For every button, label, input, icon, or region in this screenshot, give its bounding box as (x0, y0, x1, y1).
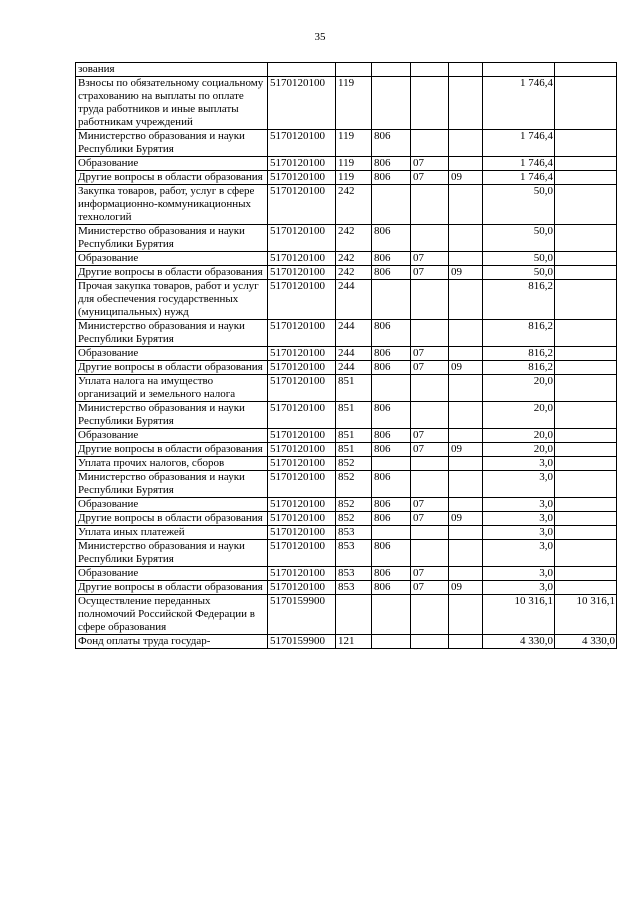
row-name-cell: Другие вопросы в области образования (76, 361, 268, 375)
row-section-cell: 07 (411, 512, 449, 526)
row-code-cell: 5170120100 (268, 361, 336, 375)
row-expense-type-cell: 851 (336, 443, 372, 457)
row-amount-cell: 3,0 (483, 512, 555, 526)
row-name-cell: Образование (76, 157, 268, 171)
row-name-cell: Министерство образования и науки Республики Бурятия (76, 225, 268, 252)
row-section-cell (411, 280, 449, 320)
row-amount-federal-cell (555, 526, 617, 540)
row-section-cell (411, 63, 449, 77)
row-department-cell: 806 (372, 171, 411, 185)
row-name-cell: Уплата налога на имущество организаций и земельного налога (76, 375, 268, 402)
row-subsection-cell (449, 402, 483, 429)
row-subsection-cell (449, 320, 483, 347)
row-department-cell: 806 (372, 320, 411, 347)
row-code-cell: 5170120100 (268, 512, 336, 526)
row-expense-type-cell: 851 (336, 375, 372, 402)
table-row (76, 347, 617, 361)
row-amount-cell: 816,2 (483, 280, 555, 320)
row-code-cell: 5170120100 (268, 320, 336, 347)
row-amount-cell: 20,0 (483, 402, 555, 429)
row-section-cell (411, 471, 449, 498)
row-name-cell: Образование (76, 498, 268, 512)
row-department-cell (372, 280, 411, 320)
table-row (76, 457, 617, 471)
row-section-cell (411, 402, 449, 429)
row-expense-type-cell (336, 63, 372, 77)
row-expense-type-cell: 119 (336, 130, 372, 157)
row-amount-cell: 3,0 (483, 540, 555, 567)
row-name-cell: Другие вопросы в области образования (76, 512, 268, 526)
row-code-cell: 5170120100 (268, 266, 336, 280)
row-subsection-cell (449, 77, 483, 130)
row-amount-cell: 1 746,4 (483, 130, 555, 157)
row-subsection-cell (449, 635, 483, 649)
row-amount-federal-cell (555, 63, 617, 77)
row-department-cell: 806 (372, 540, 411, 567)
row-section-cell: 07 (411, 567, 449, 581)
row-amount-cell: 1 746,4 (483, 77, 555, 130)
row-expense-type-cell: 853 (336, 581, 372, 595)
row-section-cell (411, 225, 449, 252)
row-name-cell: Уплата прочих налогов, сборов (76, 457, 268, 471)
table-row (76, 402, 617, 429)
row-name-cell: зования (76, 63, 268, 77)
row-department-cell (372, 375, 411, 402)
row-amount-cell: 50,0 (483, 185, 555, 225)
table-row (76, 320, 617, 347)
budget-table-body (76, 63, 617, 649)
row-name-cell: Министерство образования и науки Республики Бурятия (76, 540, 268, 567)
row-name-cell: Фонд оплаты труда государ- (76, 635, 268, 649)
row-amount-cell: 3,0 (483, 498, 555, 512)
row-subsection-cell (449, 540, 483, 567)
table-row (76, 443, 617, 457)
row-code-cell: 5170120100 (268, 402, 336, 429)
row-department-cell: 806 (372, 567, 411, 581)
row-name-cell: Другие вопросы в области образования (76, 581, 268, 595)
row-amount-federal-cell (555, 443, 617, 457)
row-department-cell: 806 (372, 471, 411, 498)
row-subsection-cell (449, 375, 483, 402)
row-name-cell: Взносы по обязательному социальному страхованию на выплаты по оплате труда работников и иные выплаты работникам учреждений (76, 77, 268, 130)
row-code-cell: 5170120100 (268, 280, 336, 320)
row-amount-cell: 10 316,1 (483, 595, 555, 635)
row-amount-federal-cell: 10 316,1 (555, 595, 617, 635)
table-row (76, 361, 617, 375)
row-expense-type-cell: 851 (336, 429, 372, 443)
row-code-cell: 5170120100 (268, 347, 336, 361)
row-expense-type-cell: 119 (336, 77, 372, 130)
row-subsection-cell (449, 185, 483, 225)
row-section-cell: 07 (411, 429, 449, 443)
row-name-cell: Образование (76, 429, 268, 443)
row-amount-federal-cell (555, 225, 617, 252)
row-amount-cell: 816,2 (483, 320, 555, 347)
row-name-cell: Другие вопросы в области образования (76, 266, 268, 280)
row-code-cell: 5170120100 (268, 185, 336, 225)
row-expense-type-cell: 853 (336, 567, 372, 581)
row-section-cell: 07 (411, 443, 449, 457)
row-code-cell: 5170120100 (268, 498, 336, 512)
row-amount-federal-cell (555, 320, 617, 347)
row-department-cell: 806 (372, 443, 411, 457)
row-expense-type-cell: 242 (336, 185, 372, 225)
row-subsection-cell (449, 347, 483, 361)
row-subsection-cell (449, 63, 483, 77)
row-subsection-cell: 09 (449, 581, 483, 595)
row-department-cell: 806 (372, 581, 411, 595)
row-amount-federal-cell (555, 347, 617, 361)
row-section-cell (411, 185, 449, 225)
page-number: 35 (314, 31, 326, 43)
table-row (76, 375, 617, 402)
row-subsection-cell (449, 457, 483, 471)
row-name-cell: Министерство образования и науки Республики Бурятия (76, 130, 268, 157)
row-expense-type-cell: 244 (336, 280, 372, 320)
row-department-cell: 806 (372, 130, 411, 157)
row-section-cell: 07 (411, 252, 449, 266)
row-subsection-cell: 09 (449, 361, 483, 375)
row-name-cell: Министерство образования и науки Республики Бурятия (76, 320, 268, 347)
table-row (76, 595, 617, 635)
row-name-cell: Другие вопросы в области образования (76, 171, 268, 185)
row-amount-federal-cell (555, 429, 617, 443)
row-amount-federal-cell (555, 171, 617, 185)
row-amount-federal-cell (555, 130, 617, 157)
row-section-cell (411, 595, 449, 635)
row-expense-type-cell: 852 (336, 457, 372, 471)
row-expense-type-cell: 851 (336, 402, 372, 429)
row-amount-cell: 50,0 (483, 225, 555, 252)
row-department-cell (372, 457, 411, 471)
row-subsection-cell (449, 157, 483, 171)
row-code-cell: 5170120100 (268, 130, 336, 157)
row-code-cell: 5170120100 (268, 171, 336, 185)
row-department-cell: 806 (372, 498, 411, 512)
row-subsection-cell (449, 130, 483, 157)
row-amount-federal-cell: 4 330,0 (555, 635, 617, 649)
row-name-cell: Образование (76, 567, 268, 581)
row-section-cell: 07 (411, 171, 449, 185)
row-amount-federal-cell (555, 471, 617, 498)
row-department-cell (372, 526, 411, 540)
table-row (76, 567, 617, 581)
row-expense-type-cell: 242 (336, 225, 372, 252)
row-amount-cell (483, 63, 555, 77)
row-expense-type-cell: 242 (336, 266, 372, 280)
row-name-cell: Другие вопросы в области образования (76, 443, 268, 457)
row-code-cell: 5170120100 (268, 471, 336, 498)
row-subsection-cell (449, 567, 483, 581)
row-department-cell (372, 63, 411, 77)
row-amount-federal-cell (555, 498, 617, 512)
row-code-cell: 5170120100 (268, 581, 336, 595)
row-expense-type-cell: 852 (336, 471, 372, 498)
row-amount-federal-cell (555, 266, 617, 280)
row-expense-type-cell: 242 (336, 252, 372, 266)
row-expense-type-cell: 853 (336, 540, 372, 567)
row-amount-cell: 3,0 (483, 526, 555, 540)
row-name-cell: Осуществление переданных полномочий Российской Федерации в сфере образования (76, 595, 268, 635)
row-amount-cell: 3,0 (483, 471, 555, 498)
row-department-cell: 806 (372, 347, 411, 361)
row-name-cell: Уплата иных платежей (76, 526, 268, 540)
row-code-cell: 5170120100 (268, 375, 336, 402)
table-row (76, 225, 617, 252)
row-amount-cell: 3,0 (483, 457, 555, 471)
row-code-cell: 5170120100 (268, 457, 336, 471)
row-department-cell: 806 (372, 252, 411, 266)
row-expense-type-cell: 244 (336, 320, 372, 347)
row-expense-type-cell (336, 595, 372, 635)
row-amount-federal-cell (555, 77, 617, 130)
row-section-cell (411, 320, 449, 347)
row-amount-cell: 20,0 (483, 375, 555, 402)
row-code-cell: 5170120100 (268, 526, 336, 540)
row-amount-cell: 816,2 (483, 361, 555, 375)
row-code-cell: 5170159900 (268, 635, 336, 649)
row-subsection-cell (449, 429, 483, 443)
row-section-cell: 07 (411, 498, 449, 512)
row-name-cell: Закупка товаров, работ, услуг в сфере информационно-коммуникационных технологий (76, 185, 268, 225)
row-amount-cell: 1 746,4 (483, 157, 555, 171)
row-amount-federal-cell (555, 512, 617, 526)
row-name-cell: Образование (76, 347, 268, 361)
table-row (76, 635, 617, 649)
row-subsection-cell: 09 (449, 266, 483, 280)
row-code-cell (268, 63, 336, 77)
row-department-cell (372, 77, 411, 130)
row-amount-cell: 50,0 (483, 266, 555, 280)
row-section-cell (411, 635, 449, 649)
row-section-cell (411, 457, 449, 471)
row-subsection-cell (449, 471, 483, 498)
row-amount-federal-cell (555, 581, 617, 595)
row-amount-federal-cell (555, 361, 617, 375)
row-code-cell: 5170120100 (268, 567, 336, 581)
row-subsection-cell (449, 498, 483, 512)
row-amount-federal-cell (555, 540, 617, 567)
table-row (76, 512, 617, 526)
row-name-cell: Образование (76, 252, 268, 266)
row-expense-type-cell: 119 (336, 157, 372, 171)
table-row (76, 526, 617, 540)
row-department-cell: 806 (372, 402, 411, 429)
row-code-cell: 5170120100 (268, 77, 336, 130)
row-department-cell (372, 635, 411, 649)
row-subsection-cell: 09 (449, 512, 483, 526)
row-subsection-cell: 09 (449, 171, 483, 185)
row-amount-cell: 20,0 (483, 443, 555, 457)
table-row (76, 157, 617, 171)
row-department-cell: 806 (372, 157, 411, 171)
table-row (76, 280, 617, 320)
table-row (76, 130, 617, 157)
row-department-cell: 806 (372, 512, 411, 526)
table-row (76, 581, 617, 595)
row-code-cell: 5170120100 (268, 225, 336, 252)
table-row (76, 429, 617, 443)
row-expense-type-cell: 121 (336, 635, 372, 649)
row-department-cell: 806 (372, 225, 411, 252)
row-amount-federal-cell (555, 280, 617, 320)
row-expense-type-cell: 852 (336, 498, 372, 512)
row-amount-cell: 4 330,0 (483, 635, 555, 649)
row-section-cell (411, 130, 449, 157)
row-section-cell: 07 (411, 347, 449, 361)
row-code-cell: 5170120100 (268, 157, 336, 171)
row-section-cell: 07 (411, 361, 449, 375)
row-section-cell: 07 (411, 266, 449, 280)
row-amount-cell: 3,0 (483, 567, 555, 581)
row-amount-federal-cell (555, 567, 617, 581)
table-row (76, 540, 617, 567)
row-amount-cell: 20,0 (483, 429, 555, 443)
row-department-cell: 806 (372, 361, 411, 375)
row-expense-type-cell: 244 (336, 361, 372, 375)
row-expense-type-cell: 119 (336, 171, 372, 185)
row-code-cell: 5170120100 (268, 252, 336, 266)
table-row (76, 63, 617, 77)
table-row (76, 171, 617, 185)
row-department-cell (372, 185, 411, 225)
row-code-cell: 5170120100 (268, 429, 336, 443)
row-amount-cell: 1 746,4 (483, 171, 555, 185)
row-department-cell (372, 595, 411, 635)
row-name-cell: Министерство образования и науки Республики Бурятия (76, 471, 268, 498)
row-section-cell (411, 540, 449, 567)
table-row (76, 498, 617, 512)
row-subsection-cell (449, 252, 483, 266)
row-amount-federal-cell (555, 157, 617, 171)
row-code-cell: 5170159900 (268, 595, 336, 635)
row-name-cell: Министерство образования и науки Республики Бурятия (76, 402, 268, 429)
row-amount-federal-cell (555, 457, 617, 471)
row-subsection-cell (449, 595, 483, 635)
row-expense-type-cell: 244 (336, 347, 372, 361)
row-amount-federal-cell (555, 402, 617, 429)
row-amount-federal-cell (555, 375, 617, 402)
row-amount-federal-cell (555, 252, 617, 266)
table-row (76, 77, 617, 130)
row-section-cell (411, 77, 449, 130)
row-subsection-cell (449, 280, 483, 320)
row-section-cell (411, 375, 449, 402)
row-amount-federal-cell (555, 185, 617, 225)
row-code-cell: 5170120100 (268, 540, 336, 567)
table-row (76, 185, 617, 225)
row-section-cell: 07 (411, 581, 449, 595)
row-department-cell: 806 (372, 429, 411, 443)
row-amount-cell: 816,2 (483, 347, 555, 361)
table-row (76, 252, 617, 266)
budget-table (75, 62, 617, 649)
row-section-cell: 07 (411, 157, 449, 171)
row-expense-type-cell: 853 (336, 526, 372, 540)
row-department-cell: 806 (372, 266, 411, 280)
row-expense-type-cell: 852 (336, 512, 372, 526)
row-amount-cell: 3,0 (483, 581, 555, 595)
row-subsection-cell (449, 225, 483, 252)
row-subsection-cell (449, 526, 483, 540)
row-code-cell: 5170120100 (268, 443, 336, 457)
table-row (76, 266, 617, 280)
row-amount-cell: 50,0 (483, 252, 555, 266)
table-row (76, 471, 617, 498)
row-name-cell: Прочая закупка товаров, работ и услуг для обеспечения государственных (муниципальных) нужд (76, 280, 268, 320)
row-subsection-cell: 09 (449, 443, 483, 457)
row-section-cell (411, 526, 449, 540)
